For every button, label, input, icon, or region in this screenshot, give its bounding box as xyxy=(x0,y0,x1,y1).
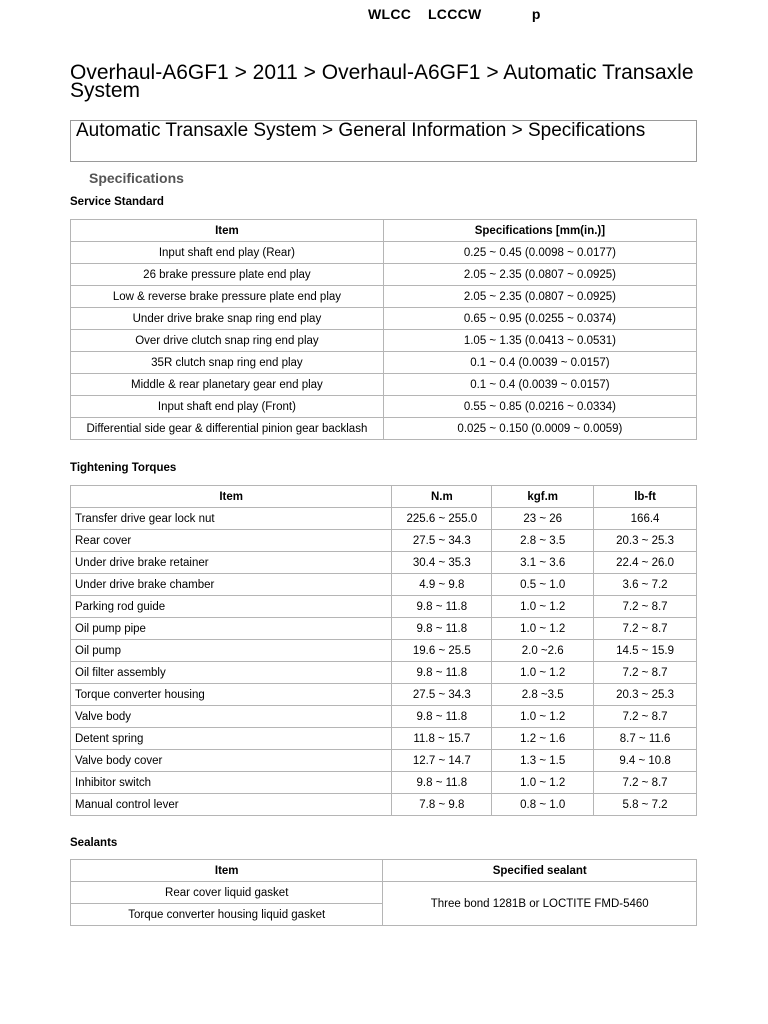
item-cell: Oil filter assembly xyxy=(71,662,392,684)
item-cell: Oil pump xyxy=(71,640,392,662)
table-row xyxy=(71,352,697,374)
specification-cell: 0.55 ~ 0.85 (0.0216 ~ 0.0334) xyxy=(383,396,696,418)
item-cell: Torque converter housing xyxy=(71,684,392,706)
lbft-cell: 166.4 xyxy=(594,508,697,530)
item-cell: Rear cover xyxy=(71,530,392,552)
column-header: lb-ft xyxy=(594,486,697,508)
column-header: Specifications [mm(in.)] xyxy=(383,220,696,242)
sealants-label: Sealants xyxy=(70,837,118,849)
nm-cell: 12.7 ~ 14.7 xyxy=(392,750,492,772)
column-header: N.m xyxy=(392,486,492,508)
lbft-cell: 9.4 ~ 10.8 xyxy=(594,750,697,772)
specification-cell: 2.05 ~ 2.35 (0.0807 ~ 0.0925) xyxy=(383,286,696,308)
table-row xyxy=(71,750,697,772)
column-header: Specified sealant xyxy=(383,860,697,882)
item-cell: Oil pump pipe xyxy=(71,618,392,640)
item-cell: 35R clutch snap ring end play xyxy=(71,352,384,374)
tightening-torques-label: Tightening Torques xyxy=(70,462,177,474)
header-tag: WLCC LCCCW p xyxy=(368,6,541,22)
nm-cell: 225.6 ~ 255.0 xyxy=(392,508,492,530)
nm-cell: 19.6 ~ 25.5 xyxy=(392,640,492,662)
lbft-cell: 7.2 ~ 8.7 xyxy=(594,662,697,684)
table-row xyxy=(71,772,697,794)
nm-cell: 9.8 ~ 11.8 xyxy=(392,706,492,728)
kgfm-cell: 2.0 ~2.6 xyxy=(492,640,594,662)
item-cell: Under drive brake chamber xyxy=(71,574,392,596)
item-cell: 26 brake pressure plate end play xyxy=(71,264,384,286)
table-row xyxy=(71,596,697,618)
table-row xyxy=(71,308,697,330)
kgfm-cell: 2.8 ~3.5 xyxy=(492,684,594,706)
specification-cell: 0.025 ~ 0.150 (0.0009 ~ 0.0059) xyxy=(383,418,696,440)
table-row xyxy=(71,396,697,418)
item-cell: Input shaft end play (Rear) xyxy=(71,242,384,264)
table-row xyxy=(71,574,697,596)
table-row xyxy=(71,330,697,352)
item-cell: Input shaft end play (Front) xyxy=(71,396,384,418)
sealant-item-cell: Rear cover liquid gasket xyxy=(71,882,383,904)
nm-cell: 11.8 ~ 15.7 xyxy=(392,728,492,750)
nm-cell: 9.8 ~ 11.8 xyxy=(392,662,492,684)
lbft-cell: 7.2 ~ 8.7 xyxy=(594,706,697,728)
nm-cell: 7.8 ~ 9.8 xyxy=(392,794,492,816)
specification-cell: 0.1 ~ 0.4 (0.0039 ~ 0.0157) xyxy=(383,374,696,396)
nm-cell: 27.5 ~ 34.3 xyxy=(392,684,492,706)
specification-cell: 0.65 ~ 0.95 (0.0255 ~ 0.0374) xyxy=(383,308,696,330)
item-cell: Middle & rear planetary gear end play xyxy=(71,374,384,396)
lbft-cell: 7.2 ~ 8.7 xyxy=(594,596,697,618)
item-cell: Over drive clutch snap ring end play xyxy=(71,330,384,352)
item-cell: Valve body cover xyxy=(71,750,392,772)
lbft-cell: 20.3 ~ 25.3 xyxy=(594,684,697,706)
kgfm-cell: 0.5 ~ 1.0 xyxy=(492,574,594,596)
nm-cell: 30.4 ~ 35.3 xyxy=(392,552,492,574)
item-cell: Transfer drive gear lock nut xyxy=(71,508,392,530)
table-row xyxy=(71,728,697,750)
table-row xyxy=(71,374,697,396)
table-row xyxy=(71,882,697,904)
table-row xyxy=(71,508,697,530)
lbft-cell: 5.8 ~ 7.2 xyxy=(594,794,697,816)
lbft-cell: 8.7 ~ 11.6 xyxy=(594,728,697,750)
table-row xyxy=(71,706,697,728)
kgfm-cell: 1.0 ~ 1.2 xyxy=(492,662,594,684)
table-row xyxy=(71,264,697,286)
service-standard-label: Service Standard xyxy=(70,196,164,208)
kgfm-cell: 1.2 ~ 1.6 xyxy=(492,728,594,750)
nm-cell: 9.8 ~ 11.8 xyxy=(392,596,492,618)
table-row xyxy=(71,552,697,574)
tightening-torques-table xyxy=(70,485,697,816)
kgfm-cell: 2.8 ~ 3.5 xyxy=(492,530,594,552)
column-header: Item xyxy=(71,486,392,508)
item-cell: Valve body xyxy=(71,706,392,728)
table-row xyxy=(71,286,697,308)
breadcrumb: Overhaul-A6GF1 > 2011 > Overhaul-A6GF1 > Automatic Transaxle System xyxy=(70,61,694,102)
table-row xyxy=(71,640,697,662)
table-header-row xyxy=(71,486,697,508)
specification-cell: 2.05 ~ 2.35 (0.0807 ~ 0.0925) xyxy=(383,264,696,286)
lbft-cell: 14.5 ~ 15.9 xyxy=(594,640,697,662)
table-row xyxy=(71,242,697,264)
item-cell: Manual control lever xyxy=(71,794,392,816)
column-header: Item xyxy=(71,220,384,242)
item-cell: Detent spring xyxy=(71,728,392,750)
specification-cell: 1.05 ~ 1.35 (0.0413 ~ 0.0531) xyxy=(383,330,696,352)
sealants-table xyxy=(70,859,697,926)
specification-cell: 0.25 ~ 0.45 (0.0098 ~ 0.0177) xyxy=(383,242,696,264)
item-cell: Parking rod guide xyxy=(71,596,392,618)
nm-cell: 9.8 ~ 11.8 xyxy=(392,772,492,794)
table-row xyxy=(71,418,697,440)
lbft-cell: 7.2 ~ 8.7 xyxy=(594,618,697,640)
item-cell: Under drive brake retainer xyxy=(71,552,392,574)
item-cell: Low & reverse brake pressure plate end play xyxy=(71,286,384,308)
nm-cell: 27.5 ~ 34.3 xyxy=(392,530,492,552)
lbft-cell: 22.4 ~ 26.0 xyxy=(594,552,697,574)
specified-sealant-cell: Three bond 1281B or LOCTITE FMD-5460 xyxy=(383,882,697,926)
kgfm-cell: 0.8 ~ 1.0 xyxy=(492,794,594,816)
item-cell: Differential side gear & differential pinion gear backlash xyxy=(71,418,384,440)
table-row xyxy=(71,684,697,706)
section-title: Automatic Transaxle System > General Information > Specifications xyxy=(70,120,697,162)
kgfm-cell: 1.3 ~ 1.5 xyxy=(492,750,594,772)
lbft-cell: 20.3 ~ 25.3 xyxy=(594,530,697,552)
table-row xyxy=(71,662,697,684)
lbft-cell: 3.6 ~ 7.2 xyxy=(594,574,697,596)
kgfm-cell: 1.0 ~ 1.2 xyxy=(492,596,594,618)
table-row xyxy=(71,618,697,640)
service-standard-table xyxy=(70,219,697,440)
column-header: Item xyxy=(71,860,383,882)
table-row xyxy=(71,530,697,552)
specifications-subheading: Specifications xyxy=(89,170,184,186)
specification-cell: 0.1 ~ 0.4 (0.0039 ~ 0.0157) xyxy=(383,352,696,374)
sealant-item-cell: Torque converter housing liquid gasket xyxy=(71,904,383,926)
table-row xyxy=(71,794,697,816)
column-header: kgf.m xyxy=(492,486,594,508)
nm-cell: 9.8 ~ 11.8 xyxy=(392,618,492,640)
kgfm-cell: 1.0 ~ 1.2 xyxy=(492,706,594,728)
table-header-row xyxy=(71,220,697,242)
item-cell: Under drive brake snap ring end play xyxy=(71,308,384,330)
kgfm-cell: 3.1 ~ 3.6 xyxy=(492,552,594,574)
kgfm-cell: 1.0 ~ 1.2 xyxy=(492,618,594,640)
nm-cell: 4.9 ~ 9.8 xyxy=(392,574,492,596)
lbft-cell: 7.2 ~ 8.7 xyxy=(594,772,697,794)
kgfm-cell: 1.0 ~ 1.2 xyxy=(492,772,594,794)
kgfm-cell: 23 ~ 26 xyxy=(492,508,594,530)
item-cell: Inhibitor switch xyxy=(71,772,392,794)
table-header-row xyxy=(71,860,697,882)
